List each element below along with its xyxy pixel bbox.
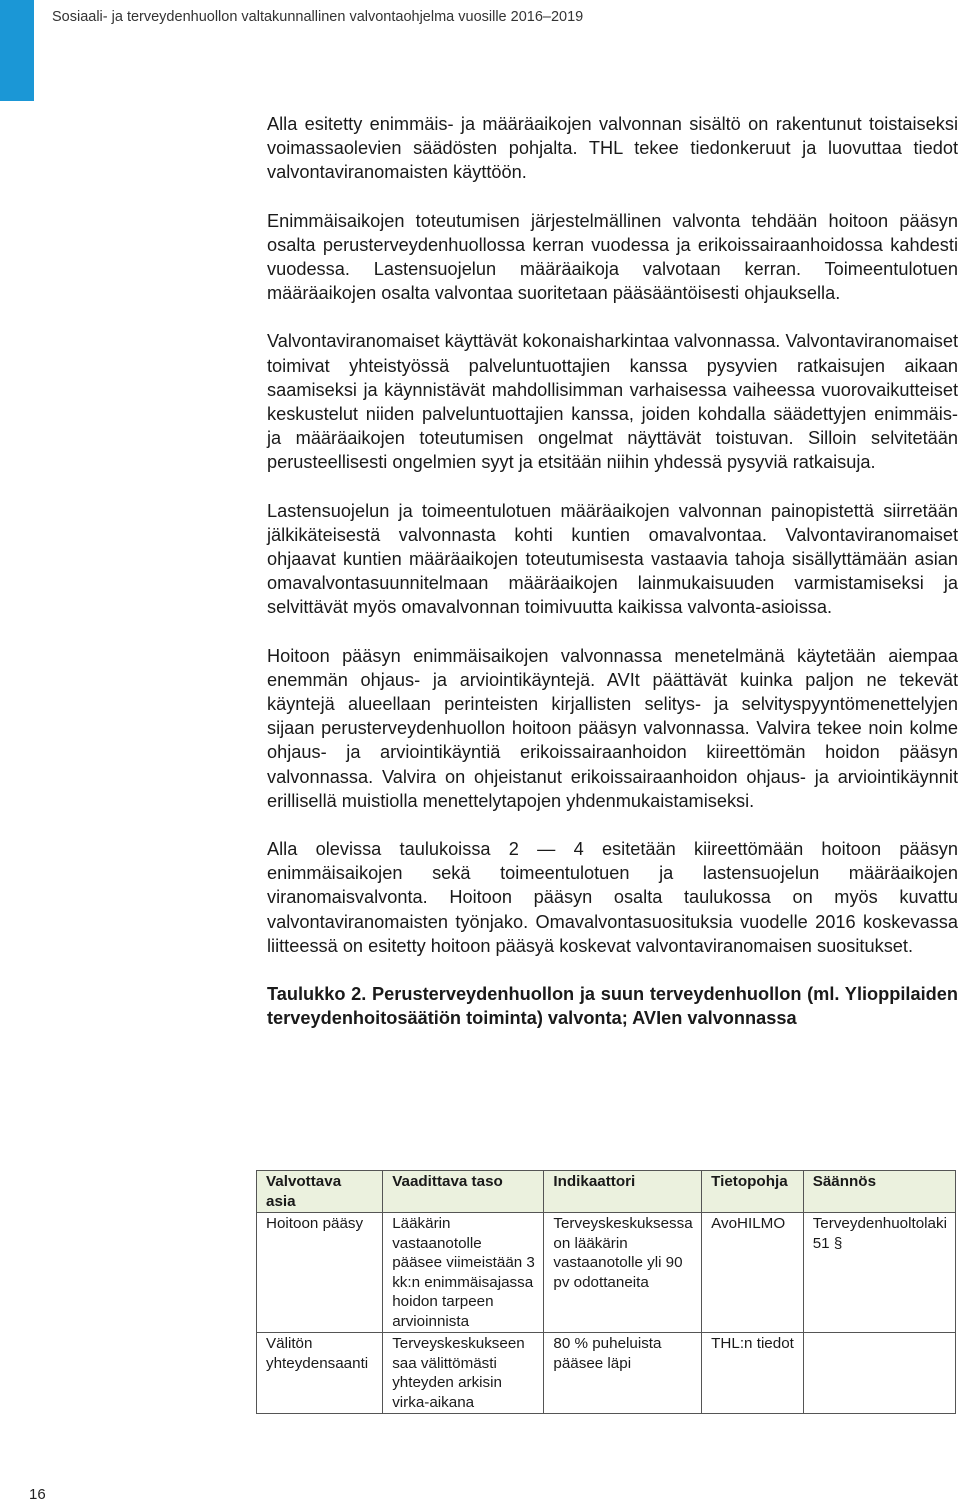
column-header: Indikaattori	[544, 1171, 702, 1213]
paragraph: Alla olevissa taulukoissa 2 — 4 esitetään kiireettömään hoitoon pääsyn enimmäisaikojen sekä toimeentulotuen ja lastensuojelun määräaikojen viranomaisvalvonta. Hoitoon pääsyn osalta taulukossa on myös kuvattu valvontaviranomaisten työnjako. Omavalvontasuosituksia vuodelle 2016 koskevassa liitteessä on esitetty hoitoon pääsyä koskevat valvontaviranomaisen suositukset.	[267, 839, 958, 956]
table-cell: Terveydenhuoltolaki 51 §	[803, 1213, 955, 1333]
table-header-row	[257, 1171, 956, 1213]
table-cell: Terveyskeskukseen saa välittömästi yhteyden arkisin virka-aikana	[383, 1333, 544, 1414]
table-cell: Terveyskeskuksessa on lääkärin vastaanotolle yli 90 pv odottaneita	[544, 1213, 702, 1333]
table-row	[257, 1213, 956, 1333]
paragraph: Valvontaviranomaiset käyttävät kokonaisharkintaa valvonnassa. Valvontaviranomaiset toimivat yhteistyössä palveluntuottajien kanssa pysyvien ratkaisujen aikaan saamiseksi ja käynnistävät mahdollisimman varhaisessa vaiheessa vuorovaikutteiset keskustelut niiden palveluntuottajien kanssa, joiden kohdalla säädettyjen enimmäis- ja määräaikojen toteutumisen ongelmat näyttävät toistuvan. Silloin selvitetään perusteellisesti ongelmien syyt ja etsitään niihin yhdessä pysyviä ratkaisuja.	[267, 331, 958, 473]
side-accent-bar	[0, 0, 34, 101]
paragraph: Hoitoon pääsyn enimmäisaikojen valvonnassa menetelmänä käytetään aiempaa enemmän ohjaus- ja arviointikäyntejä. AVIt päättävät kuinka paljon ne tekevät käyntejä alueellaan perinteisten kirjallisten selitys- ja selvityspyyntömenettelyjen sijaan perusterveydenhuollon hoitoon pääsyn valvonnassa. Valvira tekee noin kolme ohjaus- ja arviointikäyntiä erikoissairaanhoidon kiireettömän hoidon pääsyn valvonnassa. Valvira on ohjeistanut erikoissairaanhoidon ohjaus- ja arviointikäynnit erillisellä muistiolla menettelytapojen yhdenmukaistamiseksi.	[267, 645, 958, 811]
table-cell: Hoitoon pääsy	[257, 1213, 383, 1333]
paragraph: Enimmäisaikojen toteutumisen järjestelmällinen valvonta tehdään hoitoon pääsyn osalta perusterveydenhuollossa kerran vuodessa ja erikoissairaanhoidossa kahdesti vuodessa. Lastensuojelun määräaikoja valvotaan kerran. Toimeentulotuen määräaikojen osalta valvontaa suoritetaan pääsääntöisesti ohjauksella.	[267, 210, 958, 304]
column-header: Vaadittava taso	[383, 1171, 544, 1213]
column-header: Valvottava asia	[257, 1171, 383, 1213]
table-cell: AvoHILMO	[702, 1213, 804, 1333]
paragraph: Lastensuojelun ja toimeentulotuen määräaikojen valvonnan painopistettä siirretään jälkikäteisestä valvonnasta kohti kuntien omavalvontaa. Valvontaviranomaiset ohjaavat kuntien määräaikojen toteutumisesta vastaavia tahoja sisällyttämään asian omavalvontasuunnitelmaan määräaikojen lainmukaisuuden varmistamiseksi ja selvittävät myös omavalvonnan toimivuutta kaikissa valvonta-asioissa.	[267, 500, 958, 618]
supervision-table	[256, 1170, 956, 1414]
running-header: Sosiaali- ja terveydenhuollon valtakunnallinen valvontaohjelma vuosille 2016–2019	[52, 9, 584, 25]
table-cell: Lääkärin vastaanotolle pääsee viimeistään 3 kk:n enimmäisajassa hoidon tarpeen arvioinnista	[383, 1213, 544, 1333]
table-cell: 80 % puheluista pääsee läpi	[544, 1333, 702, 1414]
column-header: Säännös	[803, 1171, 955, 1213]
table-cell	[803, 1333, 955, 1414]
table-row	[257, 1333, 956, 1414]
table-cell: THL:n tiedot	[702, 1333, 804, 1414]
paragraph: Alla esitetty enimmäis- ja määräaikojen valvonnan sisältö on rakentunut toistaiseksi voimassaolevien säädösten pohjalta. THL tekee tiedonkeruut ja luovuttaa tiedot valvontaviranomaisten käyttöön.	[267, 114, 958, 183]
main-content	[267, 112, 958, 1035]
table-caption: Taulukko 2. Perusterveydenhuollon ja suun terveydenhuollon (ml. Ylioppilaiden terveydenhoitosäätiön toiminta) valvonta; AVIen valvonnassa	[267, 984, 958, 1029]
table-cell: Välitön yhteydensaanti	[257, 1333, 383, 1414]
page-number: 16	[29, 1486, 46, 1503]
column-header: Tietopohja	[702, 1171, 804, 1213]
